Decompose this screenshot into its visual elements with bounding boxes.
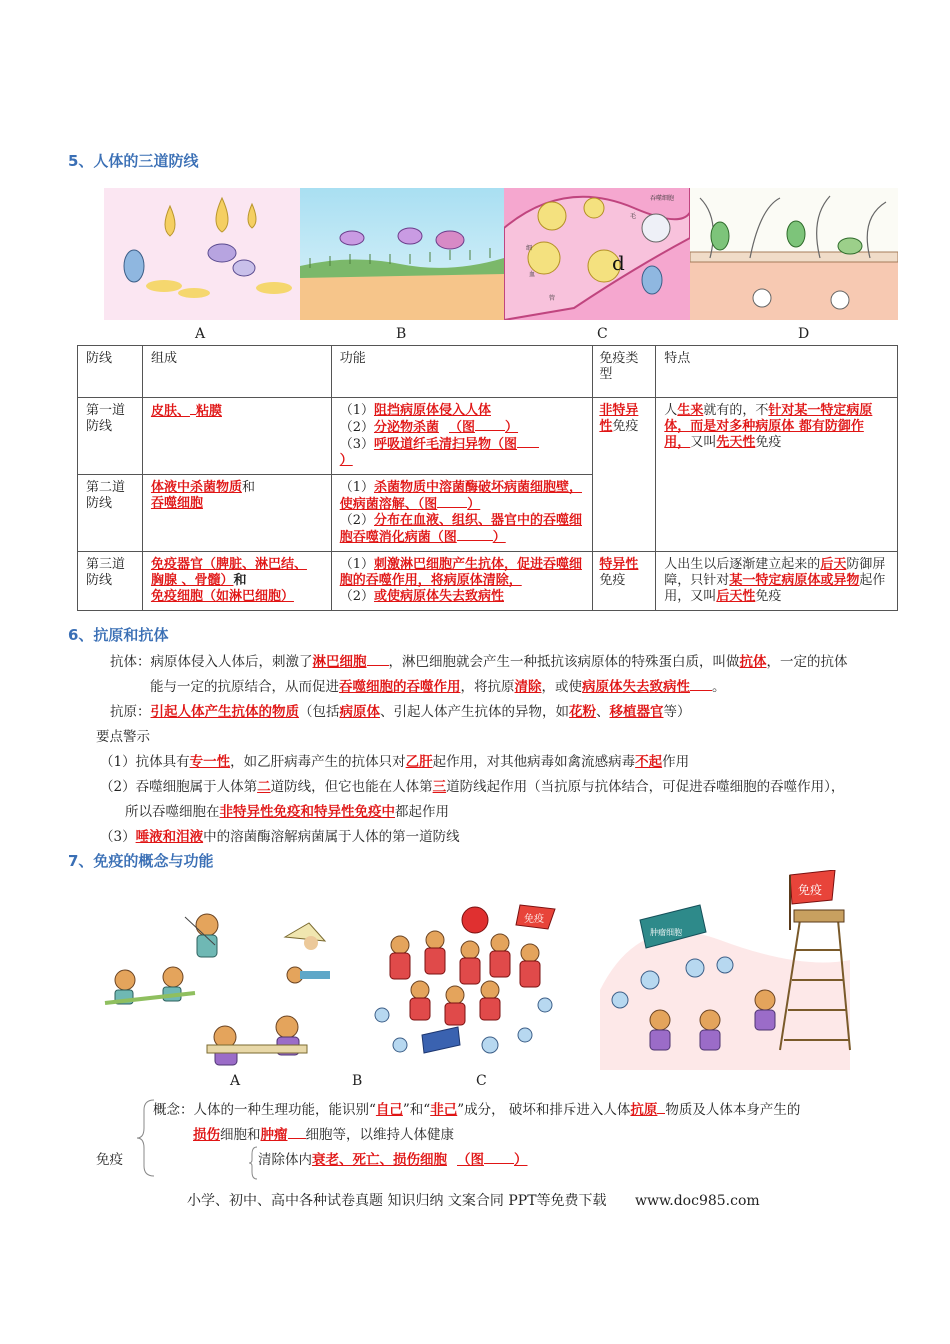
svg-text:毛: 毛 [630, 213, 637, 220]
antibody-line-1: 抗体：病原体侵入人体后，刺激了淋巴细胞 ，淋巴细胞就会产生一种抵抗该病原体的特殊蛋白质，叫做抗体，一定的抗体 [110, 654, 848, 670]
composition-cell: 皮肤、 粘膜 [142, 398, 331, 475]
blank-line [484, 1152, 514, 1164]
antibody-line-2: 能与一定的抗原结合，从而促进吞噬细胞的吞噬作用，将抗原清除，或使病原体失去致病性 。 [150, 679, 726, 695]
composition-cell: 免疫器官（脾脏、淋巴结、 胸腺 、骨髓）和 免疫细胞（如淋巴细胞） [142, 552, 331, 611]
answer-text: 不起 [635, 754, 663, 770]
table-header-row [78, 346, 898, 398]
illustration-b [360, 895, 570, 1070]
illustration-c [600, 870, 855, 1070]
immunity-type-cell: 特异性免疫 [593, 552, 656, 611]
defense-table [77, 345, 898, 611]
panel-c-letter: d [612, 251, 625, 275]
illustration-a [95, 895, 340, 1070]
key-point-3: （3）唾液和泪液中的溶菌酶溶解病菌属于人体的第一道防线 [100, 829, 460, 845]
blank-line [475, 419, 505, 431]
sub-brace-icon [248, 1146, 258, 1180]
answer-text: 后天 [820, 557, 847, 572]
header-cell: 防线 [78, 346, 143, 398]
blank-line [690, 679, 712, 691]
answer-text: 自己 [375, 1102, 403, 1118]
image-label-d: D [798, 326, 810, 342]
blank-line [457, 529, 493, 541]
answer-text: 体液中杀菌物质 [150, 480, 242, 495]
answer-text: 病原体 [339, 704, 380, 720]
key-point-2-cont: 所以吞噬细胞在非特异性免疫和特异性免疫中都起作用 [125, 804, 449, 820]
answer-text: 二 [257, 779, 271, 795]
answer-text: 某一特定病原体或异物 [729, 573, 860, 588]
flag-label-c: 免疫 [798, 883, 823, 897]
answer-text: 专一性 [189, 754, 231, 770]
svg-text:细: 细 [526, 245, 533, 252]
footer [187, 1190, 760, 1210]
key-points-title: 要点警示 [96, 729, 150, 745]
answer-text: 特异性 [599, 557, 639, 572]
panel-c-label: 吞噬细胞 [650, 195, 675, 202]
answer-text: 吞噬细胞的吞噬作用 [339, 679, 461, 695]
answer-text: 肿瘤 [260, 1127, 288, 1143]
answer-text: 唾液和泪液 [135, 829, 204, 845]
image-label-c: C [597, 326, 608, 342]
line-cell: 第二道防线 [78, 475, 143, 552]
answer-text: 分泌物杀菌 [373, 420, 439, 435]
line-cell: 第三道防线 [78, 552, 143, 611]
answer-text: 非特异性免疫和特异性免疫中 [219, 804, 395, 820]
section6-title: 6、抗原和抗体 [68, 626, 169, 644]
answer-text: 移植器官 [609, 704, 664, 720]
answer-text: 分布在血液、组织、器官中的吞噬细胞吞噬消化病菌（图 [339, 513, 582, 545]
banner-label-c: 肿瘤细胞 [650, 928, 682, 937]
answer-text: 或使病原体失去致病性 [373, 589, 504, 604]
answer-text: 乙肝 [405, 754, 433, 770]
answer-text: 生来 [677, 403, 704, 418]
answer-text: 清除 [514, 679, 542, 695]
answer-text: 刺激淋巴细胞产生抗体，促进吞噬细胞的吞噬作用，将病原体清除， [339, 557, 582, 588]
line-cell: 第一道防线 [78, 398, 143, 475]
answer-text: 免疫细胞（如淋巴细胞） [150, 589, 294, 604]
image-panel-c [504, 188, 690, 320]
image-panel-d [690, 188, 898, 320]
function-cell: （1）阻挡病原体侵入人体 （2）分泌物杀菌 （图 ） （3）呼吸道纤毛清扫异物（图 ） [331, 398, 593, 475]
answer-text: 吞噬细胞 [150, 496, 203, 511]
concept-line-1: 概念：人体的一种生理功能，能识别“自己”和“非己”成分， 破坏和排斥进入人体抗原 物质及人体本身产生的 [153, 1102, 801, 1118]
header-cell: 免疫类型 [593, 346, 656, 398]
answer-text: 非特异性 [599, 403, 639, 434]
footer-url[interactable]: www.doc985.com [634, 1193, 760, 1209]
answer-text: 皮肤 [150, 404, 177, 419]
answer-text: 免疫器官（脾脏、淋巴结、 胸腺 、骨髓） [150, 557, 307, 588]
flag-label-b: 免疫 [524, 914, 544, 925]
concept-line-2: 损伤细胞和肿瘤 细胞等，以维持人体健康 [193, 1127, 454, 1143]
answer-text: 粘膜 [195, 404, 222, 419]
table-row [78, 398, 898, 475]
answer-text: 呼吸道纤毛清扫异物（图 [373, 437, 517, 452]
answer-text: 后天性 [716, 589, 756, 604]
function-cell: （1）刺激淋巴细胞产生抗体，促进吞噬细胞的吞噬作用，将病原体清除， （2）或使病原体失去致病性 [331, 552, 593, 611]
function-cell: （1）杀菌物质中溶菌酶破坏病菌细胞壁，使病菌溶解、（图 ） （2）分布在血液、组织、器官中的吞噬细胞吞噬消化病菌（图 ） [331, 475, 593, 552]
soldier-figure [185, 914, 218, 957]
answer-text: 抗原 [630, 1102, 658, 1118]
header-cell: 特点 [656, 346, 898, 398]
blank-line [288, 1127, 306, 1139]
image-label-b: B [396, 326, 407, 342]
feature-cell: 人出生以后逐渐建立起来的后天防御屏障，只针对某一特定病原体或异物起作用，又叫后天性免疫 [656, 552, 898, 611]
defense-images [104, 188, 898, 320]
footer-text: 小学、初中、高中各种试卷真题 知识归纳 文案合同 PPT等免费下载 [187, 1193, 607, 1209]
answer-text: 阻挡病原体侵入人体 [373, 403, 491, 418]
answer-text: 损伤 [193, 1127, 220, 1143]
function-line: 清除体内衰老、死亡、损伤细胞 （图 ） [258, 1152, 528, 1168]
key-point-2: （2）吞噬细胞属于人体第二道防线，但它也能在人体第三道防线起作用（当抗原与抗体结合，可促进吞噬细胞的吞噬作用）， [100, 779, 845, 795]
brace-label: 免疫 [96, 1152, 123, 1168]
table-row [78, 552, 898, 611]
answer-text: 淋巴细胞 [312, 654, 367, 670]
illustration-label-b: B [352, 1073, 363, 1089]
blank-line [437, 496, 467, 508]
illustration-label-a: A [230, 1073, 241, 1089]
header-cell: 组成 [142, 346, 331, 398]
feature-cell: 人生来就有的，不针对某一特定病原体，而是对多种病原体 都有防御作用，又叫先天性免疫 [656, 398, 898, 552]
answer-text: 先天性 [716, 435, 756, 450]
answer-text: 杀菌物质中溶菌酶破坏病菌细胞壁，使病菌溶解、 [339, 480, 582, 512]
antigen-line: 抗原：引起人体产生抗体的物质（包括病原体、引起人体产生抗体的异物，如花粉、移植器官等） [110, 704, 691, 720]
section7-title: 7、免疫的概念与功能 [68, 852, 214, 870]
image-panel-b [300, 188, 504, 320]
immunity-type-cell: 非特异性免疫 [593, 398, 656, 552]
header-cell: 功能 [331, 346, 593, 398]
image-label-a: A [195, 326, 206, 342]
answer-text: 衰老、死亡、损伤细胞 [312, 1152, 447, 1168]
image-panel-a [104, 188, 300, 320]
illustration-label-c: C [476, 1073, 487, 1089]
svg-text:管: 管 [549, 295, 556, 302]
answer-text: 抗体 [739, 654, 767, 670]
section5-title: 5、人体的三道防线 [68, 152, 199, 170]
svg-text:血: 血 [529, 271, 536, 278]
answer-text: 病原体失去致病性 [582, 679, 690, 695]
blank-line [517, 436, 539, 448]
answer-text: 针对某一特定病原体，而是对多种病原体 都有防御作用， [664, 403, 873, 450]
answer-text: 三 [432, 779, 447, 795]
answer-text: 花粉 [569, 704, 596, 720]
answer-text: 引起人体产生抗体的物质 [150, 704, 299, 720]
answer-text: 非己 [430, 1102, 458, 1118]
blank-line [367, 654, 389, 666]
composition-cell: 体液中杀菌物质和 吞噬细胞 [142, 475, 331, 552]
key-point-1: （1）抗体具有专一性，如乙肝病毒产生的抗体只对乙肝起作用，对其他病毒如禽流感病毒不起作用 [100, 754, 690, 770]
